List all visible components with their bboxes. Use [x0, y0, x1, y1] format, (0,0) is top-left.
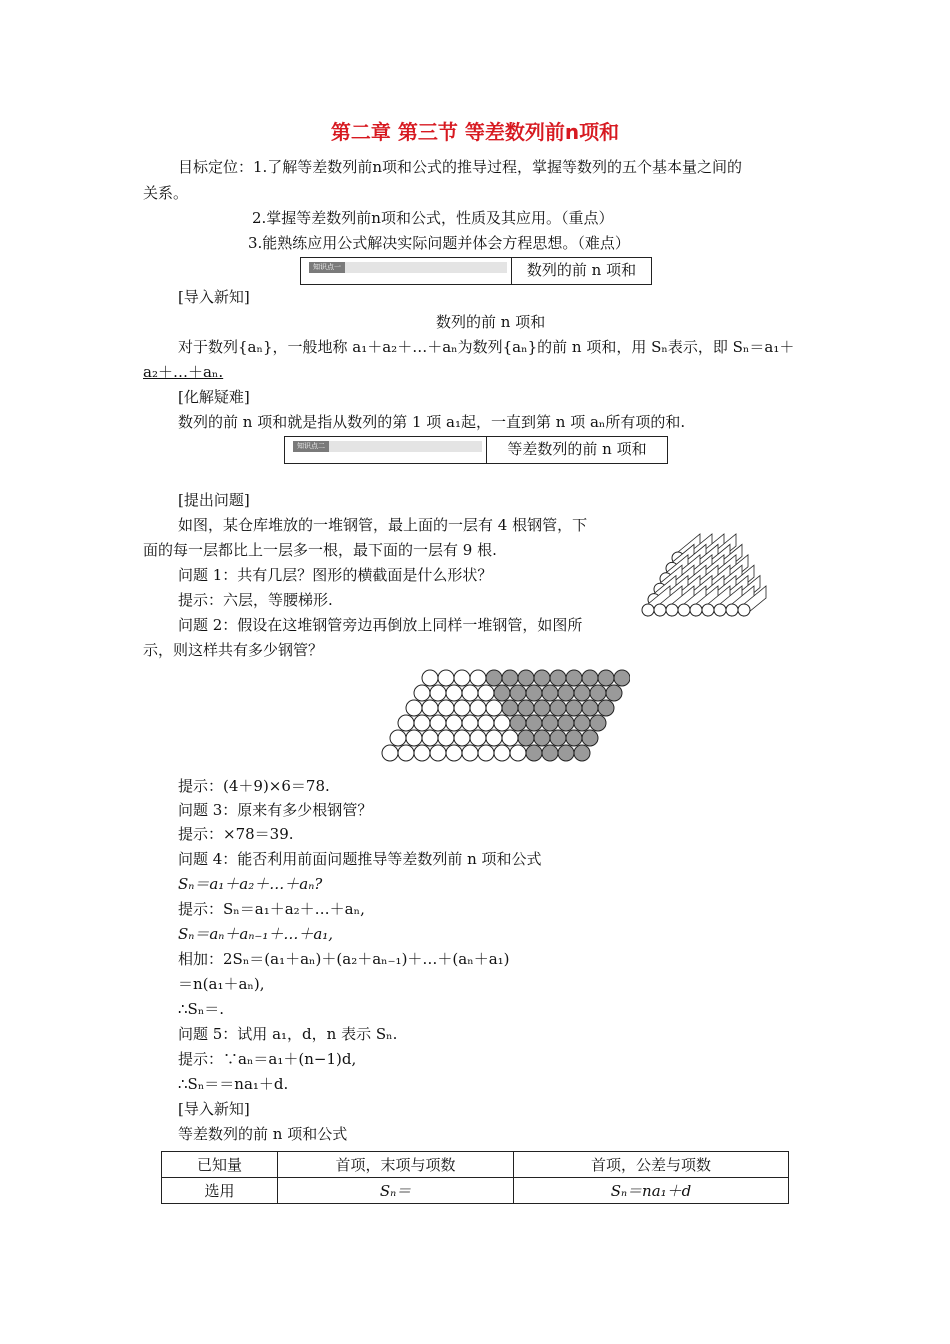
- doubled-pipe-drawing: [382, 670, 630, 761]
- pipe-stack-figure: [630, 520, 780, 620]
- pipe-inverted: [518, 700, 534, 716]
- pipe-inverted: [526, 715, 542, 731]
- pipe-original: [494, 745, 510, 761]
- section-clarify: [化解疑难]: [178, 388, 250, 406]
- pipe-inverted: [518, 670, 534, 686]
- doubled-pipe-figure: [360, 668, 630, 764]
- pipe-inverted: [558, 715, 574, 731]
- pipe-inverted: [518, 730, 534, 746]
- pipe-inverted: [574, 745, 590, 761]
- pipe-original: [446, 715, 462, 731]
- question-2-line-1: 问题 2：假设在这堆钢管旁边再倒放上同样一堆钢管，如图所: [178, 616, 583, 634]
- pipe-inverted: [510, 715, 526, 731]
- table-header-cell: 首项，末项与项数: [278, 1152, 514, 1178]
- question-5: 问题 5：试用 a₁，d，n 表示 Sₙ.: [178, 1025, 398, 1043]
- pipe-inverted: [558, 685, 574, 701]
- pipe-inverted: [574, 685, 590, 701]
- pipe-original: [422, 700, 438, 716]
- table-row: [162, 1178, 789, 1204]
- pipe-original: [430, 745, 446, 761]
- pipe-original: [478, 715, 494, 731]
- pipe-end: [666, 604, 678, 616]
- pipe-inverted: [534, 730, 550, 746]
- pipe-inverted: [590, 685, 606, 701]
- pipe-original: [470, 730, 486, 746]
- pipe-original: [422, 730, 438, 746]
- pipe-inverted: [526, 685, 542, 701]
- pipe-inverted: [582, 700, 598, 716]
- pipe-inverted: [534, 670, 550, 686]
- pipe-original: [438, 700, 454, 716]
- pipe-original: [382, 745, 398, 761]
- pipe-end: [678, 604, 690, 616]
- pipe-inverted: [566, 730, 582, 746]
- pipe-original: [398, 745, 414, 761]
- tag-label: 知识点一: [309, 262, 345, 273]
- pipe-original: [430, 715, 446, 731]
- pipe-original: [438, 670, 454, 686]
- question-3: 问题 3：原来有多少根钢管？: [178, 801, 373, 819]
- pipe-end: [714, 604, 726, 616]
- knowledge-point-1-tag: [301, 258, 512, 284]
- question-4-formula: Sₙ＝a₁＋a₂＋…＋aₙ?: [178, 875, 323, 893]
- pipe-end: [654, 604, 666, 616]
- pipe-original: [406, 730, 422, 746]
- table-caption: 等差数列的前 n 项和公式: [178, 1125, 348, 1143]
- pipe-original: [446, 745, 462, 761]
- pipe-original: [414, 685, 430, 701]
- pipe-end: [702, 604, 714, 616]
- pipe-inverted: [598, 670, 614, 686]
- pipe-inverted: [614, 670, 630, 686]
- pipe-end: [738, 604, 750, 616]
- pipe-stack-drawing: [642, 534, 766, 616]
- pipe-inverted: [510, 685, 526, 701]
- pipe-original: [430, 685, 446, 701]
- answer-4-line-2: Sₙ＝aₙ＋aₙ₋₁＋…＋a₁,: [178, 925, 334, 943]
- knowledge-point-2-tag: [285, 437, 487, 463]
- pipe-inverted: [566, 700, 582, 716]
- pipe-original: [470, 670, 486, 686]
- pipe-inverted: [494, 685, 510, 701]
- pipe-inverted: [574, 715, 590, 731]
- pipe-original: [494, 715, 510, 731]
- question-intro-1: 如图，某仓库堆放的一堆钢管，最上面的一层有 4 根钢管，下: [178, 516, 588, 534]
- pipe-original: [446, 685, 462, 701]
- question-1: 问题 1：共有几层？图形的横截面是什么形状？: [178, 566, 493, 584]
- question-2-line-2: 示，则这样共有多少钢管？: [143, 641, 324, 659]
- pipe-original: [454, 700, 470, 716]
- pipe-original: [510, 745, 526, 761]
- center-heading-1: 数列的前 n 项和: [436, 313, 546, 331]
- definition-line-1: 对于数列{aₙ}，一般地称 a₁＋a₂＋…＋aₙ为数列{aₙ}的前 n 项和，用 Sₙ表示，即 Sₙ＝a₁＋: [178, 338, 795, 356]
- pipe-inverted: [598, 700, 614, 716]
- question-4: 问题 4：能否利用前面问题推导等差数列前 n 项和公式: [178, 850, 542, 868]
- answer-5-line-2: ∴Sₙ＝＝na₁＋d.: [178, 1075, 289, 1093]
- answer-4-line-3: 相加：2Sₙ＝(a₁＋aₙ)＋(a₂＋aₙ₋₁)＋…＋(aₙ＋a₁): [178, 950, 510, 968]
- objective-line-3: 2.掌握等差数列前n项和公式，性质及其应用。（重点）: [252, 209, 614, 227]
- pipe-original: [462, 715, 478, 731]
- table-cell: Sₙ＝: [278, 1178, 514, 1204]
- pipe-original: [454, 730, 470, 746]
- pipe-original: [486, 730, 502, 746]
- pipe-end: [690, 604, 702, 616]
- knowledge-point-2-title: 等差数列的前 n 项和: [507, 440, 647, 458]
- pipe-inverted: [566, 670, 582, 686]
- knowledge-point-2-box: [284, 436, 668, 464]
- pipe-inverted: [550, 700, 566, 716]
- answer-4-line-4: ＝n(a₁＋aₙ),: [178, 975, 265, 993]
- pipe-inverted: [502, 700, 518, 716]
- pipe-original: [462, 685, 478, 701]
- pipe-original: [478, 685, 494, 701]
- formula-table: [161, 1151, 789, 1204]
- pipe-original: [486, 700, 502, 716]
- pipe-original: [390, 730, 406, 746]
- pipe-inverted: [486, 670, 502, 686]
- pipe-inverted: [542, 685, 558, 701]
- pipe-original: [454, 670, 470, 686]
- pipe-original: [462, 745, 478, 761]
- pipe-inverted: [582, 730, 598, 746]
- answer-5-line-1: 提示：∵aₙ＝a₁＋(n−1)d,: [178, 1050, 357, 1068]
- section-question: [提出问题]: [178, 491, 250, 509]
- pipe-inverted: [590, 715, 606, 731]
- pipe-inverted: [526, 745, 542, 761]
- section-intro-2: [导入新知]: [178, 1100, 250, 1118]
- table-header-row: [162, 1152, 789, 1178]
- pipe-original: [422, 670, 438, 686]
- pipe-end: [642, 604, 654, 616]
- section-intro-1: [导入新知]: [178, 288, 250, 306]
- objective-line-4: 3.能熟练应用公式解决实际问题并体会方程思想。（难点）: [248, 234, 630, 252]
- answer-3: 提示：×78＝39.: [178, 825, 294, 843]
- knowledge-point-1-title: 数列的前 n 项和: [526, 261, 637, 279]
- answer-1: 提示：六层，等腰梯形.: [178, 591, 333, 609]
- pipe-original: [414, 745, 430, 761]
- pipe-inverted: [550, 730, 566, 746]
- pipe-inverted: [542, 745, 558, 761]
- table-cell: 选用: [162, 1178, 278, 1204]
- table-header-cell: 首项，公差与项数: [514, 1152, 789, 1178]
- table-header-cell: 已知量: [162, 1152, 278, 1178]
- pipe-inverted: [534, 700, 550, 716]
- pipe-inverted: [502, 670, 518, 686]
- page-title: 第二章 第三节 等差数列前n项和: [330, 120, 620, 144]
- objective-line-1: 目标定位：1.了解等差数列前n项和公式的推导过程，掌握等数列的五个基本量之间的: [178, 158, 742, 176]
- pipe-original: [470, 700, 486, 716]
- pipe-inverted: [558, 745, 574, 761]
- definition-line-2: a₂＋…＋aₙ.: [143, 363, 224, 381]
- pipe-original: [406, 700, 422, 716]
- objective-line-2: 关系。: [143, 184, 189, 202]
- pipe-inverted: [550, 670, 566, 686]
- knowledge-point-1-box: [300, 257, 652, 285]
- answer-4-line-5: ∴Sₙ＝.: [178, 1000, 225, 1018]
- pipe-original: [438, 730, 454, 746]
- pipe-original: [502, 730, 518, 746]
- answer-4-line-1: 提示：Sₙ＝a₁＋a₂＋…＋aₙ,: [178, 900, 365, 918]
- pipe-original: [478, 745, 494, 761]
- pipe-original: [414, 715, 430, 731]
- table-cell: Sₙ＝na₁＋d: [514, 1178, 789, 1204]
- pipe-inverted: [606, 685, 622, 701]
- answer-2: 提示：(4＋9)×6＝78.: [178, 777, 330, 795]
- pipe-inverted: [542, 715, 558, 731]
- pipe-end: [726, 604, 738, 616]
- pipe-original: [398, 715, 414, 731]
- pipe-inverted: [582, 670, 598, 686]
- tag-label: 知识点二: [293, 441, 329, 452]
- question-intro-2: 面的每一层都比上一层多一根，最下面的一层有 9 根.: [143, 541, 497, 559]
- clarify-text: 数列的前 n 项和就是指从数列的第 1 项 a₁起，一直到第 n 项 aₙ所有项的和.: [178, 413, 686, 431]
